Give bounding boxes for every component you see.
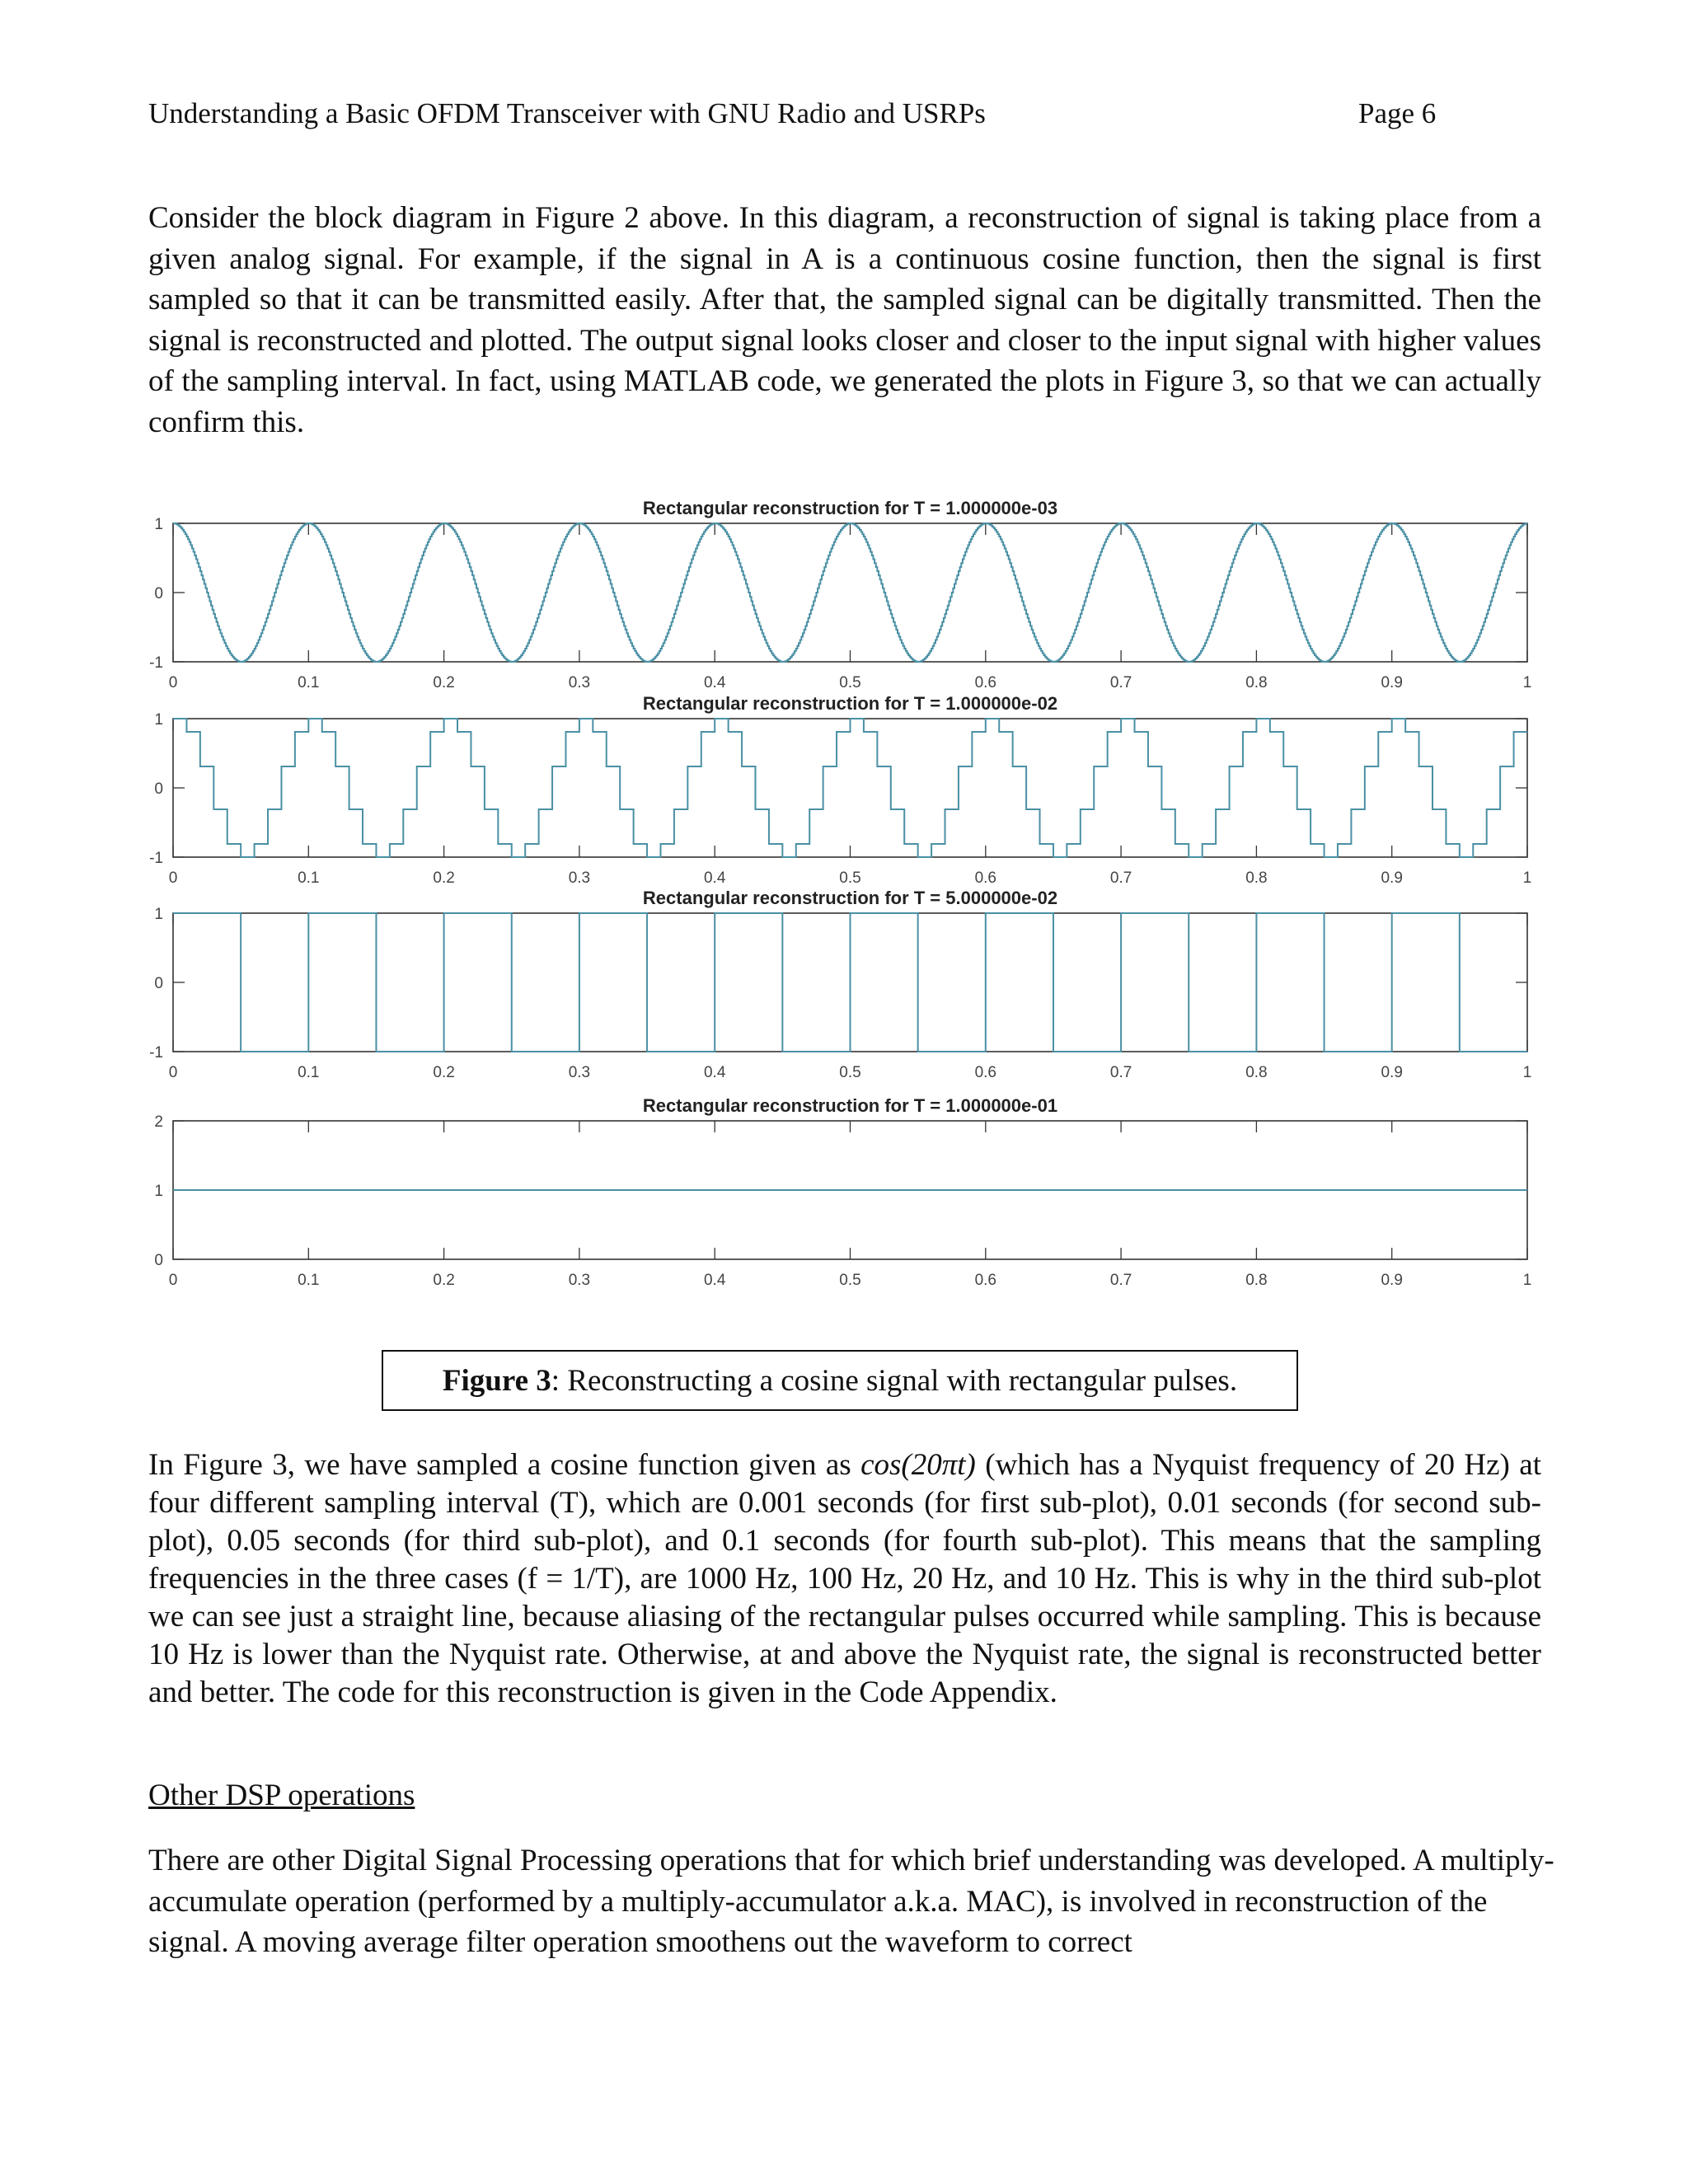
x-tick-label: 0 xyxy=(168,674,178,691)
y-tick-label: 0 xyxy=(154,975,163,992)
x-tick-label: 0.2 xyxy=(433,1272,455,1289)
x-tick-label: 0.2 xyxy=(433,1064,455,1081)
x-tick-label: 0.9 xyxy=(1381,1064,1403,1081)
paragraph2-after: (which has a Nyquist frequency of 20 Hz) at four different sampling interval (T), which are 0.001 seconds (for first sub-plot), 0.01 seconds (for second sub-plot), 0.05 seconds (for third sub-plot), and 0.1 seconds (for fourth sub-plot). This means that the sampling frequencies in the three cases (f = 1/T), are 1000 Hz, 100 Hz, 20 Hz, and 10 Hz. This is why in the third sub-plot we can see just a straight line, because aliasing of the rectangular pulses occurred while sampling. This is because 10 Hz is lower than the Nyquist rate. Otherwise, at and above the Nyquist rate, the signal is reconstructed better and better. The code for this reconstruction is given in the Code Appendix. xyxy=(148,1448,1541,1709)
subplot-title: Rectangular reconstruction for T = 5.000000e-02 xyxy=(642,888,1058,908)
x-tick-label: 0.1 xyxy=(298,1272,320,1289)
x-tick-label: 0.5 xyxy=(839,1064,861,1081)
x-tick-label: 0.8 xyxy=(1245,1064,1268,1081)
x-tick-label: 0.4 xyxy=(703,869,726,887)
axes-box xyxy=(173,719,1527,857)
paragraph2-before: In Figure 3, we have sampled a cosine function given as xyxy=(148,1448,861,1482)
figure-3-plots xyxy=(140,482,1541,1310)
x-tick-label: 0 xyxy=(168,1272,178,1289)
x-tick-label: 0.9 xyxy=(1381,1272,1403,1289)
x-tick-label: 0.9 xyxy=(1381,869,1403,887)
x-tick-label: 0.5 xyxy=(839,1272,861,1289)
x-tick-label: 0.1 xyxy=(298,1064,320,1081)
x-tick-label: 0.6 xyxy=(974,1064,997,1081)
x-tick-label: 0.3 xyxy=(568,869,591,887)
reconstruction-series-line xyxy=(173,913,1527,1052)
subplot-title: Rectangular reconstruction for T = 1.000000e-02 xyxy=(642,693,1058,714)
x-tick-label: 1 xyxy=(1522,869,1532,887)
caption-text: : Reconstructing a cosine signal with rectangular pulses. xyxy=(551,1363,1238,1398)
x-tick-label: 0.7 xyxy=(1109,674,1132,691)
x-tick-label: 0.2 xyxy=(433,674,455,691)
x-tick-label: 0.8 xyxy=(1245,674,1268,691)
x-tick-label: 0.1 xyxy=(298,869,320,887)
y-tick-label: 0 xyxy=(154,780,163,798)
y-tick-label: 2 xyxy=(154,1113,163,1131)
caption-label: Figure 3 xyxy=(442,1363,551,1398)
x-tick-label: 0.3 xyxy=(568,1272,591,1289)
x-tick-label: 0.7 xyxy=(1109,869,1132,887)
figure-caption xyxy=(382,1350,1298,1411)
x-tick-label: 0.8 xyxy=(1245,1272,1268,1289)
running-header-title: Understanding a Basic OFDM Transceiver with GNU Radio and USRPs xyxy=(148,97,986,129)
x-tick-label: 0.6 xyxy=(974,1272,997,1289)
x-tick-label: 0.3 xyxy=(568,674,591,691)
x-tick-label: 1 xyxy=(1522,674,1532,691)
x-tick-label: 0.4 xyxy=(703,674,726,691)
x-tick-label: 0.5 xyxy=(839,674,861,691)
x-tick-label: 0.7 xyxy=(1109,1064,1132,1081)
y-tick-label: -1 xyxy=(149,654,163,672)
section-heading: Other DSP operations xyxy=(148,1779,415,1812)
x-tick-label: 0.6 xyxy=(974,674,997,691)
x-tick-label: 0.4 xyxy=(703,1272,726,1289)
x-tick-label: 0.2 xyxy=(433,869,455,887)
x-tick-label: 0 xyxy=(168,1064,178,1081)
subplot-title: Rectangular reconstruction for T = 1.000000e-03 xyxy=(642,498,1058,518)
y-tick-label: 1 xyxy=(154,1183,163,1200)
x-tick-label: 0.3 xyxy=(568,1064,591,1081)
y-tick-label: -1 xyxy=(149,850,163,867)
subplot-title: Rectangular reconstruction for T = 1.000000e-01 xyxy=(642,1095,1058,1116)
y-tick-label: 1 xyxy=(154,516,163,533)
x-tick-label: 1 xyxy=(1522,1064,1532,1081)
paragraph-figure-explanation xyxy=(148,1446,1541,1712)
x-tick-label: 0.4 xyxy=(703,1064,726,1081)
x-tick-label: 0.7 xyxy=(1109,1272,1132,1289)
y-tick-label: 0 xyxy=(154,1252,163,1269)
x-tick-label: 0.8 xyxy=(1245,869,1268,887)
x-tick-label: 0.6 xyxy=(974,869,997,887)
cosine-expression: cos(20πt) xyxy=(860,1448,976,1482)
x-tick-label: 0.9 xyxy=(1381,674,1403,691)
paragraph-dsp-operations: There are other Digital Signal Processing operations that for which brief understanding was developed. A multiply-accumulate operation (performed by a multiply-accumulator a.k.a. MAC), is involved in reconstruction of the signal. A moving average filter operation smoothens out the waveform to correct xyxy=(148,1844,1554,1959)
x-tick-label: 1 xyxy=(1522,1272,1532,1289)
y-tick-label: 1 xyxy=(154,711,163,729)
axes-box xyxy=(173,523,1527,662)
x-tick-label: 0.1 xyxy=(298,674,320,691)
x-tick-label: 0 xyxy=(168,869,178,887)
page-number: Page 6 xyxy=(1358,97,1437,129)
paragraph-intro: Consider the block diagram in Figure 2 above. In this diagram, a reconstruction of signal is taking place from a given analog signal. For example, if the signal in A is a continuous cosine function, then the signal is first sampled so that it can be transmitted easily. After that, the sampled signal can be digitally transmitted. Then the signal is reconstructed and plotted. The output signal looks closer and closer to the input signal with higher values of the sampling interval. In fact, using MATLAB code, we generated the plots in Figure 3, so that we can actually confirm this. xyxy=(148,201,1541,439)
x-tick-label: 0.5 xyxy=(839,869,861,887)
y-tick-label: -1 xyxy=(149,1044,163,1062)
y-tick-label: 1 xyxy=(154,906,163,923)
y-tick-label: 0 xyxy=(154,585,163,602)
reconstruction-subplots xyxy=(140,482,1541,1306)
